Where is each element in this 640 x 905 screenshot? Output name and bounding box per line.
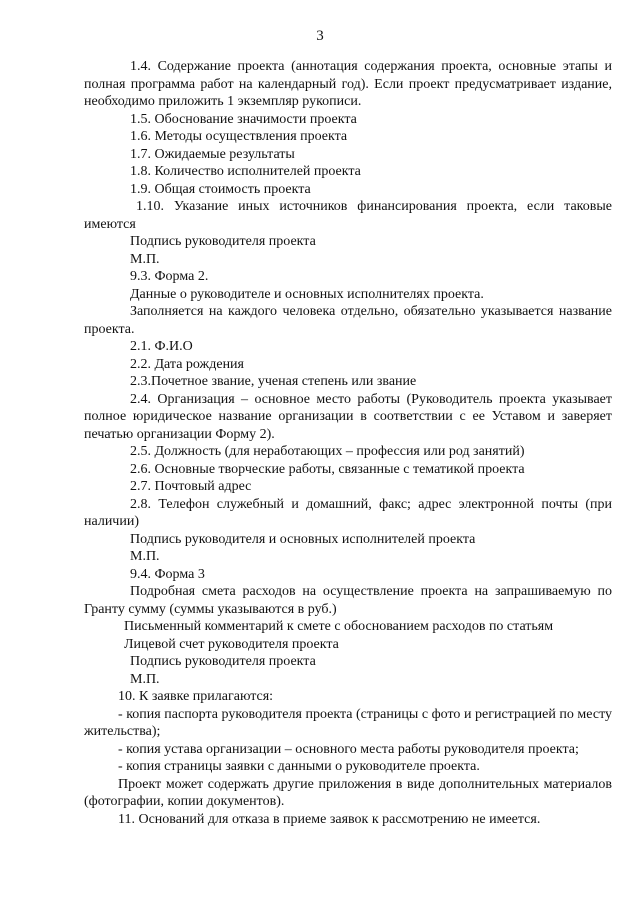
paragraph: Подробная смета расходов на осуществление проекта на запрашиваемую по Гранту сумму (суммы указываются в руб.)	[84, 584, 612, 617]
paragraph: 11. Оснований для отказа в приеме заявок к рассмотрению не имеется.	[118, 811, 541, 827]
paragraph: 2.2. Дата рождения	[130, 356, 244, 372]
paragraph: 2.3.Почетное звание, ученая степень или звание	[130, 374, 417, 389]
paragraph: 1.9. Общая стоимость проекта	[130, 181, 311, 197]
paragraph: М.П.	[130, 671, 160, 687]
paragraph: 1.5. Обоснование значимости проекта	[130, 111, 357, 127]
paragraph: Лицевой счет руководителя проекта	[124, 636, 339, 652]
paragraph: - копия страницы заявки с данными о руководителе проекта.	[118, 759, 480, 774]
paragraph: 2.1. Ф.И.О	[130, 339, 193, 354]
paragraph: - копия паспорта руководителя проекта (страницы с фото и регистрацией по месту жительства);	[84, 706, 612, 739]
paragraph: Подпись руководителя проекта	[130, 654, 316, 669]
paragraph: Заполняется на каждого человека отдельно, обязательно указывается название проекта.	[84, 304, 612, 337]
paragraph: Данные о руководителе и основных исполнителях проекта.	[130, 286, 484, 302]
paragraph: 1.4. Содержание проекта (аннотация содержания проекта, основные этапы и полная программа работ на календарный год). Если проект предусматривает издание, необходимо приложить 1 экземпляр рукописи.	[84, 59, 612, 109]
paragraph: 1.10. Указание иных источников финансирования проекта, если таковые имеются	[84, 199, 612, 232]
paragraph: 2.5. Должность (для неработающих – профессия или род занятий)	[130, 444, 525, 459]
document-body	[84, 58, 612, 828]
paragraph: Письменный комментарий к смете с обоснованием расходов по статьям	[124, 619, 554, 634]
page-number: 3	[316, 28, 324, 44]
paragraph: Проект может содержать другие приложения в виде дополнительных материалов (фотографии, копии документов).	[84, 776, 612, 809]
paragraph: 1.6. Методы осуществления проекта	[130, 129, 348, 144]
paragraph: 2.6. Основные творческие работы, связанные с тематикой проекта	[130, 461, 525, 477]
paragraph: 1.7. Ожидаемые результаты	[130, 146, 295, 162]
paragraph: 2.7. Почтовый адрес	[130, 479, 252, 494]
paragraph: Подпись руководителя проекта	[130, 234, 316, 249]
paragraph: М.П.	[130, 251, 160, 267]
paragraph: 2.8. Телефон служебный и домашний, факс; адрес электронной почты (при наличии)	[84, 496, 612, 529]
paragraph: 9.3. Форма 2.	[130, 269, 209, 284]
paragraph: 1.8. Количество исполнителей проекта	[130, 164, 361, 179]
paragraph: Подпись руководителя и основных исполнителей проекта	[130, 531, 476, 547]
paragraph: 10. К заявке прилагаются:	[118, 689, 274, 704]
paragraph: - копия устава организации – основного места работы руководителя проекта;	[118, 741, 579, 757]
paragraph: М.П.	[130, 549, 160, 564]
paragraph: 2.4. Организация – основное место работы (Руководитель проекта указывает полное юридическое название организации в соответствии с ее Уставом и заверяет печатью организации Форму 2).	[84, 391, 612, 442]
paragraph: 9.4. Форма 3	[130, 566, 205, 582]
